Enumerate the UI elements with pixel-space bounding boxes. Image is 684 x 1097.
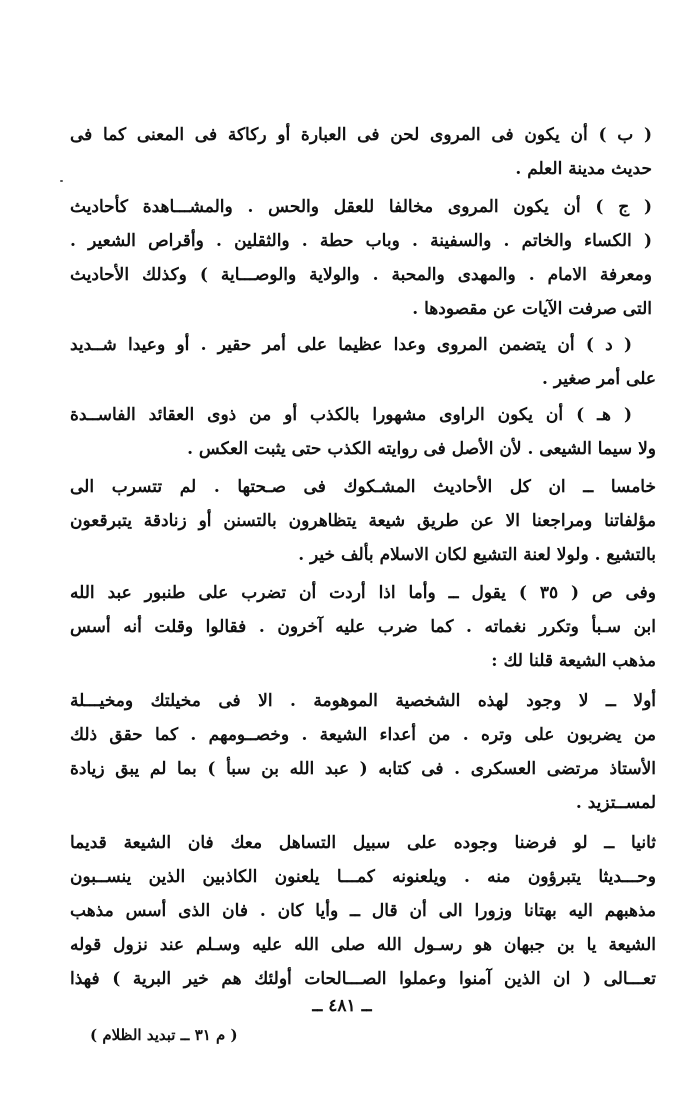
text-line: ومعرفة الامام . والمهدى والمحبة . والولاية والوصـــاية ) وكذلك الأحاديث — [70, 265, 652, 285]
text-line: ( د ) أن يتضمن المروى وعدا عظيما على أمر حقير . أو وعيدا شــديد — [70, 335, 632, 355]
paragraph-ba — [70, 118, 676, 186]
text-line: حديث مدينة العلم . — [515, 159, 652, 179]
text-line: مؤلفاتنا ومراجعنا الا عن طريق شيعة يتظاهرون بالتسنن أو زنادقة يتبرقعون — [70, 511, 656, 531]
text-line: ( ج ) أن يكون المروى مخالفا للعقل والحس . والمشـــاهدة كأحاديث — [70, 197, 652, 217]
text-line: التى صرفت الآيات عن مقصودها . — [412, 299, 652, 319]
paragraph-first — [70, 684, 676, 820]
text-line: تعـــالى ( ان الذين آمنوا وعملوا الصـــالحات أولئك هم خير البرية ) فهذا — [70, 969, 656, 989]
body-text — [70, 118, 676, 996]
paragraph-dal — [70, 328, 676, 396]
signature-mark: ( م ٣١ ــ تبديد الظلام ) — [90, 1026, 238, 1044]
paragraph-fifth — [70, 470, 676, 572]
text-line: ابن سـبأ وتكرر نغماته . كما ضرب عليه آخرون . فقالوا وقلت أنه أسس — [70, 617, 656, 637]
text-line: وحـــديثا يتبرؤون منه . ويلعنونه كمـــا يلعنون الكاذبين الذين ينســبون — [70, 867, 656, 887]
paragraph-quote-intro — [70, 576, 676, 678]
text-line: خامسا ــ ان كل الأحاديث المشـكوك فى صـحتها . لم تتسرب الى — [70, 477, 656, 497]
text-line: الأستاذ مرتضى العسكرى . فى كتابه ( عبد الله بن سبأ ) بما لم يبق زيادة — [70, 759, 656, 779]
paragraph-second — [70, 826, 676, 996]
text-line: وفى ص ( ٣٥ ) يقول ــ وأما اذا أردت أن تضرب على طنبور عبد الله — [70, 583, 656, 603]
text-line: ولا سيما الشيعى . لأن الأصل فى روايته الكذب حتى يثبت العكس . — [187, 439, 656, 459]
text-line: ( ب ) أن يكون فى المروى لحن فى العبارة أو ركاكة فى المعنى كما فى — [70, 125, 652, 145]
text-line: ثانيا ــ لو فرضنا وجوده على سبيل التساهل معك فان الشيعة قديما — [70, 833, 656, 853]
text-line: الشيعة يا بن جبهان هو رسـول الله صلى الله عليه وسـلم عند نزول قوله — [70, 935, 656, 955]
text-line: ( الكساء والخاتم . والسفينة . وباب حطة . والثقلين . وأقراص الشعير . — [70, 231, 652, 251]
paragraph-jim — [70, 190, 676, 326]
page-number: ــ ٤٨١ ــ — [312, 996, 372, 1016]
text-line: من يضربون على وتره . من أعداء الشيعة . وخصــومهم . كما حقق ذلك — [70, 725, 656, 745]
paragraph-ha — [70, 398, 676, 466]
text-line: بالتشيع . ولولا لعنة التشيع لكان الاسلام بألف خير . — [298, 545, 656, 565]
scan-speck — [60, 180, 63, 182]
text-line: على أمر صغير . — [542, 369, 656, 389]
text-line: ( هـ ) أن يكون الراوى مشهورا بالكذب أو من ذوى العقائد الفاســدة — [70, 405, 632, 425]
text-line: أولا ــ لا وجود لهذه الشخصية الموهومة . الا فى مخيلتك ومخيـــلة — [70, 691, 656, 711]
text-line: لمســتزيد . — [575, 793, 656, 813]
text-line: مذهب الشيعة قلنا لك : — [491, 651, 656, 671]
text-line: مذهبهم اليه بهتانا وزورا الى أن قال ــ وأيا كان . فان الذى أسس مذهب — [70, 901, 656, 921]
